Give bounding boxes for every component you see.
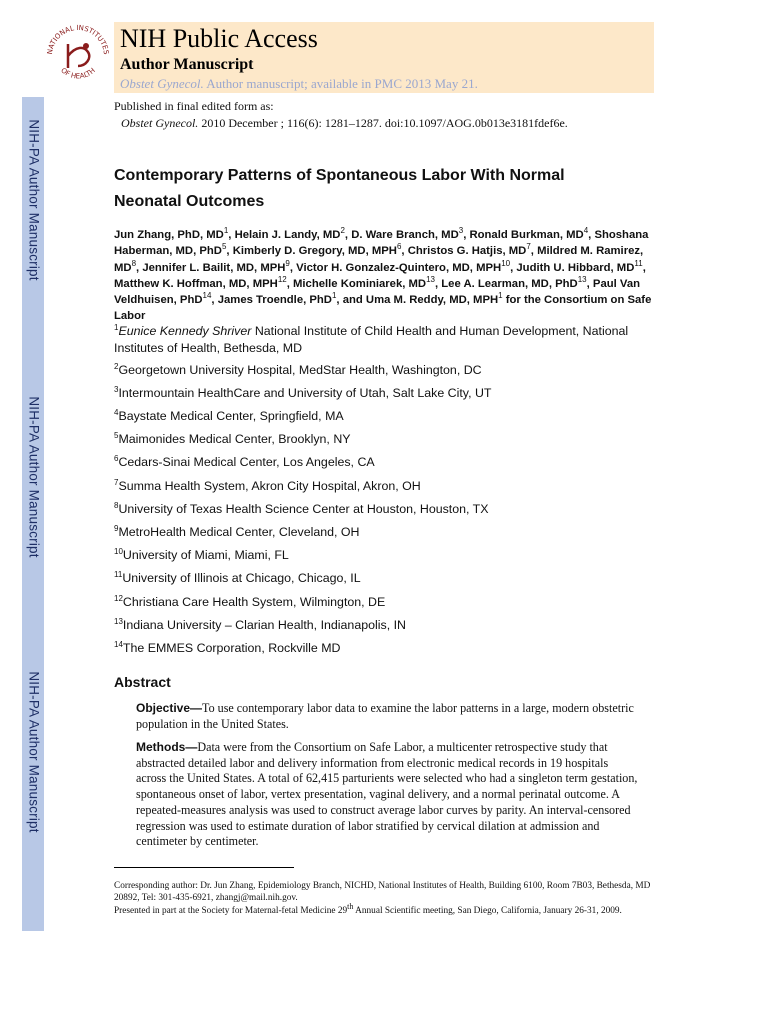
affiliation-item: [114, 501, 674, 518]
citation-details: 2010 December ; 116(6): 1281–1287. doi:10.1097/AOG.0b013e3181fdef6e.: [198, 116, 568, 130]
author-separator: ,: [435, 277, 442, 290]
author-entry: [234, 226, 352, 241]
author-separator: ,: [463, 229, 470, 241]
author-affiliation-number: 1: [331, 291, 337, 301]
author-affiliation-number: 13: [577, 275, 587, 285]
author-name: Judith U. Hibbard, MD: [516, 261, 635, 274]
author-entry: [293, 275, 442, 290]
author-name: Lee A. Learman, MD, PhD: [441, 277, 578, 290]
author-entry: [351, 226, 470, 241]
affiliation-number: 3: [114, 384, 119, 394]
footnote-divider: [114, 867, 294, 868]
logo-top-text: NATIONAL INSTITUTES: [45, 23, 111, 55]
author-separator: ,: [642, 261, 646, 274]
affiliation-item: [114, 362, 674, 379]
affiliation-item: [114, 640, 674, 657]
presentation-sup: th: [347, 901, 354, 911]
affiliation-number: 2: [114, 361, 119, 371]
author-separator: ,: [336, 294, 343, 307]
affiliation-number: 10: [114, 546, 123, 556]
author-entry: [114, 275, 293, 290]
author-affiliation-number: 7: [526, 242, 531, 252]
author-name: Jun Zhang, PhD, MD: [114, 229, 224, 241]
author-name: Matthew K. Hoffman, MD, MPH: [114, 277, 278, 290]
affiliation-number: 4: [114, 407, 119, 417]
affiliation-number: 1: [114, 322, 119, 332]
affiliation-text: National Institute of Child Health and Human Development, National Institutes of Health, Bethesda, MD: [114, 324, 629, 355]
affiliation-item: [114, 594, 674, 611]
author-name: Helain J. Landy, MD: [234, 229, 341, 241]
author-separator: ,: [286, 277, 293, 290]
author-name: Christos G. Hatjis, MD: [407, 245, 527, 258]
affiliation-item: [114, 478, 674, 495]
author-separator: ,: [588, 229, 595, 241]
svg-text:OF HEALTH: [59, 66, 97, 80]
affiliation-text: University of Miami, Miami, FL: [122, 548, 289, 562]
presentation-text-b: Annual Scientific meeting, San Diego, California, January 26-31, 2009.: [353, 906, 622, 916]
affiliation-text: Georgetown University Hospital, MedStar Health, Washington, DC: [118, 363, 482, 377]
author-entry: [232, 242, 408, 258]
author-name: Paul Van Veldhuisen, PhD: [114, 277, 640, 307]
author-entry: [469, 226, 595, 241]
author-affiliation-number: 6: [396, 242, 402, 252]
author-name: James Troendle, PhD: [217, 294, 332, 307]
affiliation-item: [114, 570, 674, 587]
author-name: Ronald Burkman, MD: [469, 229, 584, 241]
affiliation-text: Intermountain HealthCare and University of Utah, Salt Lake City, UT: [118, 386, 492, 400]
author-affiliation-number: 5: [221, 242, 227, 252]
affiliation-number: 13: [114, 616, 123, 626]
author-affiliation-number: 4: [583, 226, 589, 236]
affiliation-italic-name: Eunice Kennedy Shriver: [118, 324, 252, 338]
abstract-objective: [136, 701, 641, 732]
affiliation-number: 6: [114, 453, 119, 463]
publication-label: Published in final edited form as:: [114, 99, 274, 113]
affiliation-item: [114, 454, 674, 471]
author-affiliation-number: 9: [285, 258, 290, 268]
affiliation-text: University of Texas Health Science Center at Houston, Houston, TX: [118, 502, 489, 516]
affiliation-text: The EMMES Corporation, Rockville MD: [122, 641, 341, 655]
affiliation-number: 9: [114, 523, 119, 533]
author-affiliation-number: 2: [340, 226, 345, 236]
author-entry: [296, 258, 517, 274]
author-name: Kimberly D. Gregory, MD, MPH: [232, 245, 397, 258]
presentation-text-a: Presented in part at the Society for Maternal-fetal Medicine 29: [114, 906, 348, 916]
affiliation-number: 8: [114, 500, 119, 510]
sidebar-label-middle: NIH-PA Author Manuscript: [26, 396, 42, 558]
author-separator: ,: [226, 245, 233, 258]
author-entry: [407, 242, 538, 258]
availability-text: Author manuscript; available in PMC 2013 May 21.: [203, 76, 478, 91]
page-header-title: NIH Public Access: [120, 24, 318, 53]
author-entry: [114, 226, 235, 241]
author-separator: for the Consortium on Safe Labor: [114, 294, 652, 323]
author-separator: ,: [289, 261, 297, 274]
author-separator: ,: [401, 245, 408, 258]
author-separator: ,: [344, 229, 352, 241]
affiliation-number: 5: [114, 430, 119, 440]
author-name: Shoshana Haberman, MD, PhD: [114, 229, 649, 258]
author-affiliation-number: 8: [131, 258, 137, 268]
affiliation-text: MetroHealth Medical Center, Cleveland, OH: [118, 525, 360, 539]
author-entry: [516, 258, 646, 274]
author-affiliation-number: 1: [223, 226, 229, 236]
affiliation-item: [114, 547, 674, 564]
affiliation-item: [114, 385, 674, 402]
affiliation-number: 12: [114, 593, 123, 603]
corresponding-author-note: Corresponding author: Dr. Jun Zhang, Epidemiology Branch, NICHD, National Institutes of Health, Building 6100, Room 7B03, Bethesda, MD 20892, Tel: 301-435-6921, zhangj@mail.nih.gov.: [114, 881, 651, 903]
author-name: Jennifer L. Bailit, MD, MPH: [142, 261, 286, 274]
affiliation-item: [114, 524, 674, 541]
title-line-1: Contemporary Patterns of Spontaneous Labor With Normal: [114, 167, 565, 184]
affiliation-number: 7: [114, 477, 119, 487]
sidebar-label-bottom: NIH-PA Author Manuscript: [26, 671, 42, 833]
author-separator: ,: [211, 294, 218, 307]
affiliation-number: 11: [114, 569, 123, 579]
page-header-subtitle: Author Manuscript: [120, 56, 254, 73]
affiliation-text: Summa Health System, Akron City Hospital, Akron, OH: [118, 479, 421, 493]
author-affiliation-number: 12: [277, 275, 287, 285]
affiliation-item: [114, 617, 674, 634]
affiliation-number: 14: [114, 639, 123, 649]
author-affiliation-number: 13: [426, 275, 435, 285]
publication-info: [114, 98, 568, 132]
article-title: [114, 163, 674, 215]
author-list: [114, 227, 659, 325]
nih-logo-icon: [42, 16, 114, 92]
abstract-heading: Abstract: [114, 674, 171, 690]
affiliation-text: Christiana Care Health System, Wilmington, DE: [122, 595, 386, 609]
author-name: and Uma M. Reddy, MD, MPH: [342, 294, 499, 307]
title-line-2: Neonatal Outcomes: [114, 193, 265, 210]
logo-bottom-text: OF HEALTH: [59, 66, 97, 81]
author-name: D. Ware Branch, MD: [351, 229, 459, 241]
publication-citation: [114, 115, 568, 132]
author-separator: ,: [228, 229, 235, 241]
author-name: Victor H. Gonzalez-Quintero, MD, MPH: [296, 261, 502, 274]
citation-journal: Obstet Gynecol.: [121, 116, 199, 130]
affiliation-item: [114, 408, 674, 425]
affiliation-text: University of Illinois at Chicago, Chicago, IL: [122, 571, 361, 585]
affiliation-text: Indiana University – Clarian Health, Indianapolis, IN: [122, 618, 406, 632]
abstract-methods: [136, 740, 641, 850]
author-separator: ,: [510, 261, 517, 274]
author-separator: ,: [136, 261, 143, 274]
header-banner: [114, 22, 654, 93]
presentation-note: [114, 901, 654, 917]
author-affiliation-number: 1: [498, 291, 503, 301]
author-affiliation-number: 11: [634, 258, 643, 268]
author-entry: [441, 275, 593, 290]
affiliation-item: [114, 431, 674, 448]
availability-note: [120, 76, 478, 92]
affiliation-text: Maimonides Medical Center, Brooklyn, NY: [118, 432, 351, 446]
author-separator: ,: [530, 245, 538, 258]
author-affiliation-number: 14: [202, 291, 212, 301]
availability-journal: Obstet Gynecol.: [120, 76, 204, 91]
author-name: Michelle Kominiarek, MD: [293, 277, 427, 290]
objective-label: Objective—: [136, 701, 203, 715]
sidebar-label-top: NIH-PA Author Manuscript: [26, 119, 42, 281]
objective-text: To use contemporary labor data to examine the labor patterns in a large, modern obstetric population in the United States.: [136, 701, 634, 731]
author-affiliation-number: 3: [458, 226, 464, 236]
author-entry: [217, 291, 343, 307]
author-affiliation-number: 10: [501, 258, 511, 268]
methods-text: Data were from the Consortium on Safe Labor, a multicenter retrospective study that abstracted detailed labor and delivery information from electronic medical records in 19 hospitals across the United States. A total of 62,415 parturients were selected who had a singleton term gestation, spontaneous onset of labor, vertex presentation, vaginal delivery, and a normal perinatal outcome. A repeated-measures analysis was used to construct average labor curves by parity. An interval-censored regression was used to estimate duration of labor stratified by cervical dilation at admission and centimeter by centimeter.: [136, 740, 638, 849]
author-entry: [142, 258, 297, 274]
affiliation-text: Baystate Medical Center, Springfield, MA: [118, 409, 344, 423]
svg-text:NATIONAL INSTITUTES: [46, 24, 110, 56]
methods-label: Methods—: [136, 740, 198, 754]
affiliation-text: Cedars-Sinai Medical Center, Los Angeles, CA: [118, 455, 375, 469]
affiliation-item: [114, 323, 674, 357]
author-name: Mildred M. Ramirez, MD: [114, 245, 644, 274]
author-separator: ,: [586, 277, 593, 290]
